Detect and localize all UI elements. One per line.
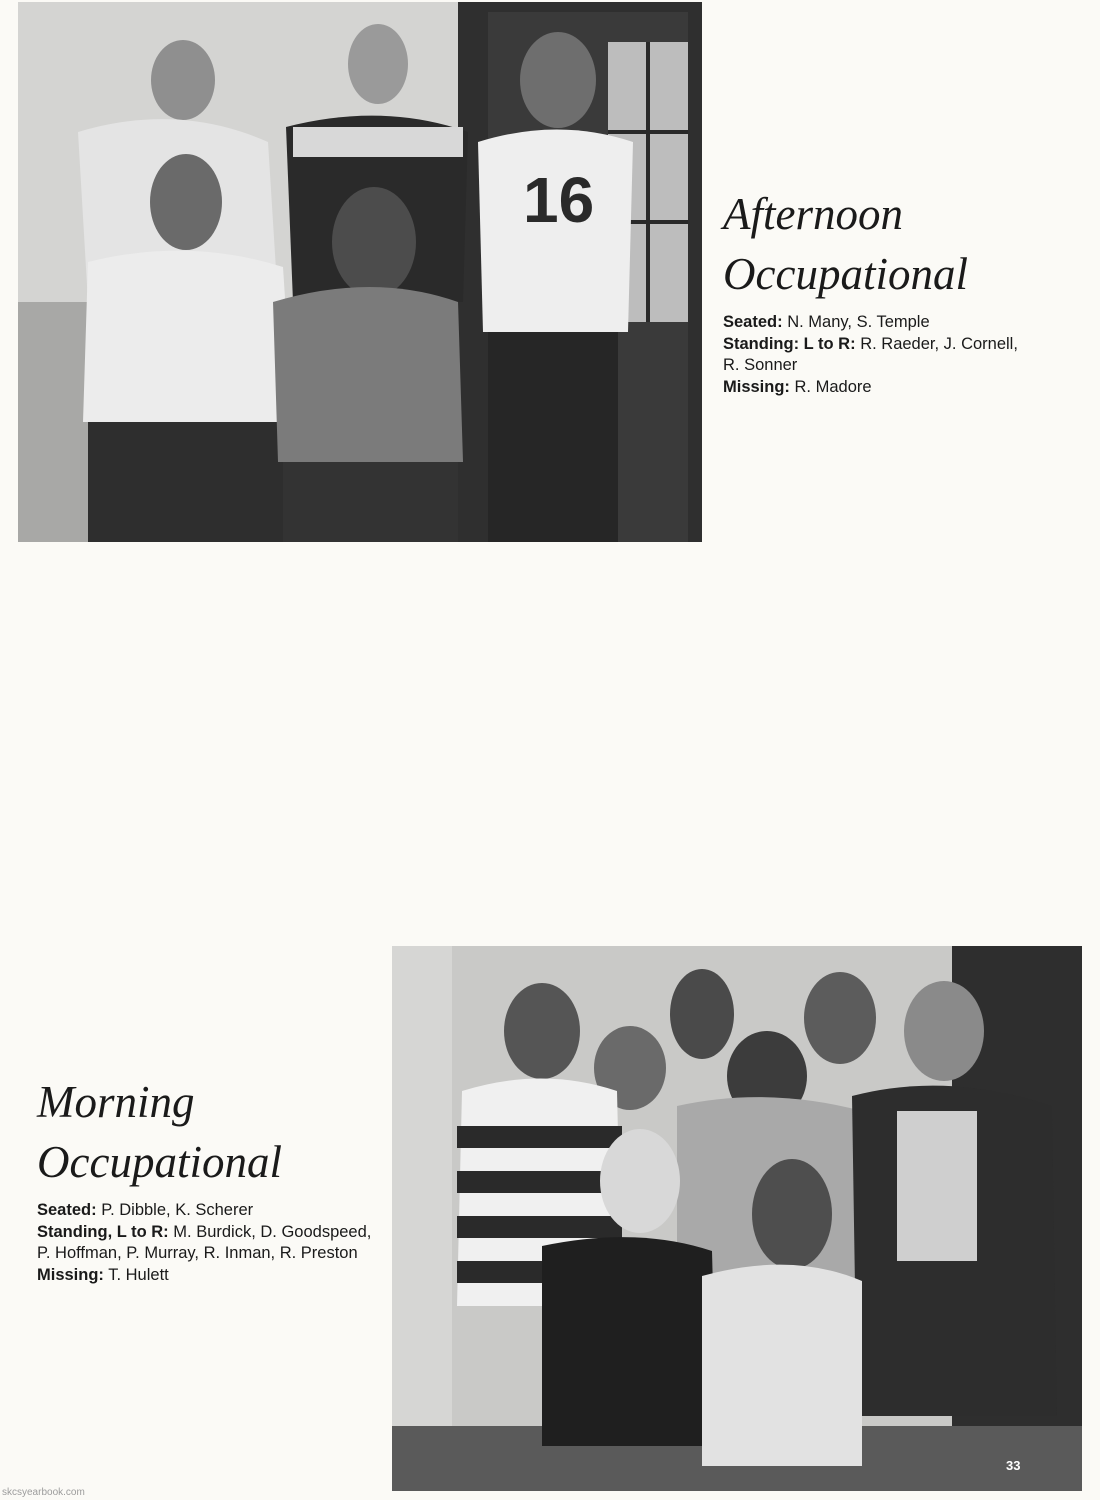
morning-section-title (37, 1072, 282, 1192)
afternoon-title-line2: Occupational (723, 249, 968, 299)
afternoon-seated-label: Seated: (723, 313, 783, 331)
afternoon-standing-label: Standing: L to R: (723, 334, 856, 353)
page-number: 33 (1006, 1458, 1021, 1473)
morning-seated-line (37, 1200, 377, 1222)
morning-caption (37, 1200, 377, 1286)
afternoon-missing-label: Missing: (723, 377, 790, 396)
afternoon-missing-names: R. Madore (794, 377, 872, 396)
afternoon-standing-line (723, 334, 1023, 377)
jersey-number: 16 (523, 164, 595, 236)
afternoon-group-photo (18, 2, 702, 542)
morning-seated-names: P. Dibble, K. Scherer (101, 1201, 254, 1219)
morning-standing-label: Standing, L to R: (37, 1222, 169, 1241)
morning-missing-names: T. Hulett (108, 1265, 169, 1284)
morning-title-line1: Morning (37, 1077, 195, 1127)
morning-group-photo (392, 946, 1082, 1491)
morning-title-line2: Occupational (37, 1137, 282, 1187)
afternoon-section-title (723, 184, 968, 304)
morning-missing-line (37, 1265, 377, 1287)
afternoon-caption (723, 312, 1023, 398)
afternoon-title-line1: Afternoon (723, 189, 903, 239)
morning-photo-graphic (392, 946, 1082, 1491)
site-watermark: skcsyearbook.com (2, 1487, 85, 1498)
afternoon-seated-line (723, 312, 1023, 334)
morning-standing-line (37, 1222, 377, 1265)
afternoon-photo-graphic (18, 2, 702, 542)
afternoon-seated-names: N. Many, S. Temple (787, 313, 930, 331)
afternoon-standing-names: R. Raeder, J. Cornell, R. Sonner (723, 334, 1018, 374)
afternoon-missing-line (723, 377, 1023, 399)
morning-seated-label: Seated: (37, 1201, 97, 1219)
morning-standing-names: M. Burdick, D. Goodspeed, P. Hoffman, P. Murray, R. Inman, R. Preston (37, 1222, 372, 1262)
morning-missing-label: Missing: (37, 1265, 104, 1284)
